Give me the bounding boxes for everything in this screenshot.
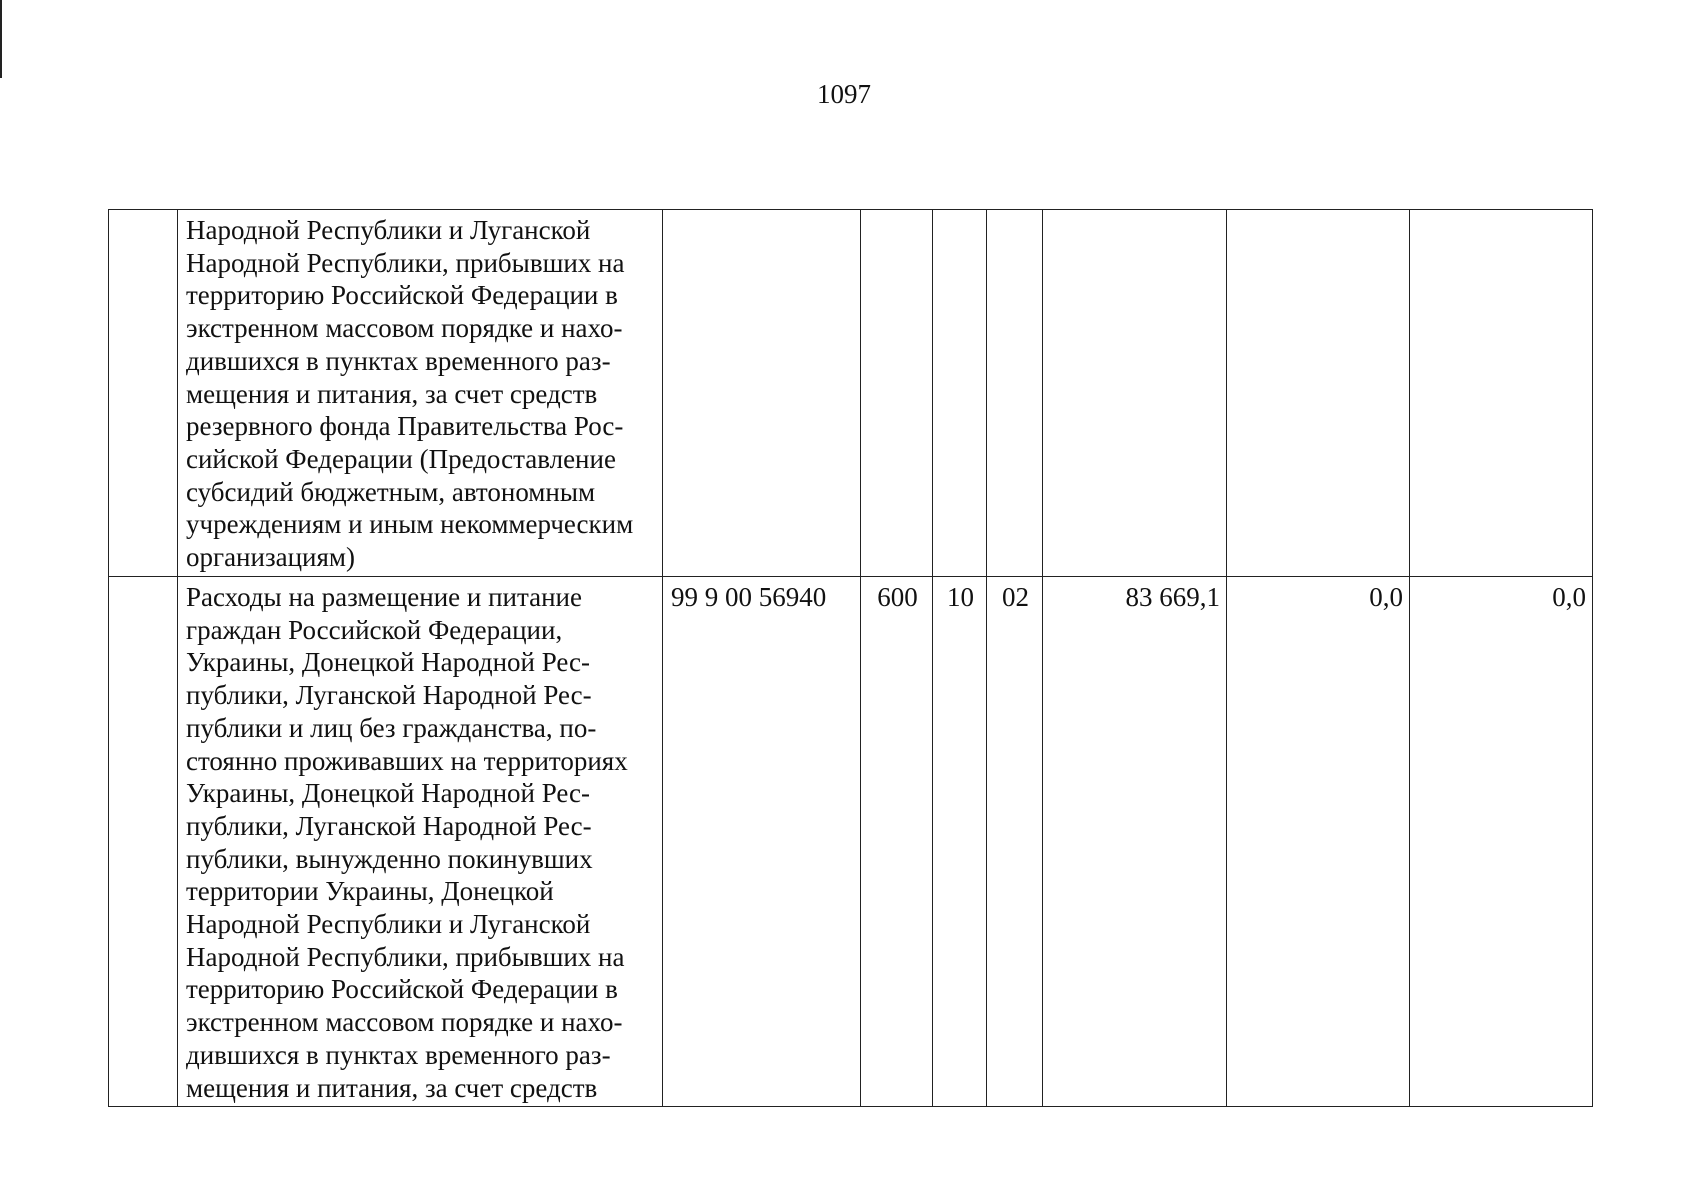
table-row — [109, 210, 1593, 577]
pr-cell: 02 — [987, 577, 1043, 1107]
pr-cell — [987, 210, 1043, 577]
margin-mark — [0, 0, 2, 78]
vr-cell: 600 — [861, 577, 933, 1107]
amount-3-cell: 0,0 — [1410, 577, 1593, 1107]
description-line: Украины, Донецкой Народной Рес- — [186, 647, 591, 678]
description-line: мещения и питания, за счет средств — [186, 378, 598, 409]
description-line: публики, вынужденно покинувших — [186, 843, 593, 874]
description-line: Народной Республики и Луганской — [186, 215, 591, 245]
table-row — [109, 577, 1593, 1107]
amount-3-cell — [1410, 210, 1593, 577]
description-line: организациям) — [186, 542, 356, 573]
description-line: территории Украины, Донецкой — [186, 876, 554, 907]
description-line: публики и лиц без гражданства, по- — [186, 712, 597, 743]
code-cell: 99 9 00 56940 — [663, 577, 861, 1107]
budget-table — [108, 209, 1593, 1107]
vr-cell — [861, 210, 933, 577]
description-line: Народной Республики и Луганской — [186, 909, 591, 940]
description-line: дившихся в пунктах временного раз- — [186, 345, 611, 376]
table-body — [109, 210, 1593, 1107]
code-cell — [663, 210, 861, 577]
description-line: Народной Республики, прибывших на — [186, 941, 625, 972]
description-line: публики, Луганской Народной Рес- — [186, 680, 592, 711]
description-line: экстренном массовом порядке и нахо- — [186, 313, 623, 344]
description-line: резервного фонда Правительства Рос- — [186, 411, 624, 442]
description-line: территорию Российской Федерации в — [186, 974, 618, 1005]
description-line: стоянно проживавших на территориях — [186, 745, 628, 776]
page-number: 1097 — [817, 79, 871, 109]
rz-cell — [933, 210, 987, 577]
description-line: территорию Российской Федерации в — [186, 280, 618, 311]
description-line: Расходы на размещение и питание — [186, 582, 582, 612]
description-cell — [178, 577, 663, 1107]
description-line: Народной Республики, прибывших на — [186, 247, 625, 278]
amount-1-cell — [1043, 210, 1227, 577]
description-cell — [178, 210, 663, 577]
description-line: сийской Федерации (Предоставление — [186, 443, 616, 474]
row-index-cell — [109, 577, 178, 1107]
amount-2-cell: 0,0 — [1227, 577, 1410, 1107]
description-line: мещения и питания, за счет средств — [186, 1072, 598, 1103]
description-line: учреждениям и иным некоммерческим — [186, 509, 634, 540]
amount-2-cell — [1227, 210, 1410, 577]
description-line: Украины, Донецкой Народной Рес- — [186, 778, 591, 809]
description-line: экстренном массовом порядке и нахо- — [186, 1007, 623, 1038]
description-line: дившихся в пунктах временного раз- — [186, 1039, 611, 1070]
description-line: публики, Луганской Народной Рес- — [186, 810, 592, 841]
rz-cell: 10 — [933, 577, 987, 1107]
description-line: субсидий бюджетным, автономным — [186, 476, 596, 507]
description-line: граждан Российской Федерации, — [186, 614, 563, 645]
amount-1-cell: 83 669,1 — [1043, 577, 1227, 1107]
row-index-cell — [109, 210, 178, 577]
